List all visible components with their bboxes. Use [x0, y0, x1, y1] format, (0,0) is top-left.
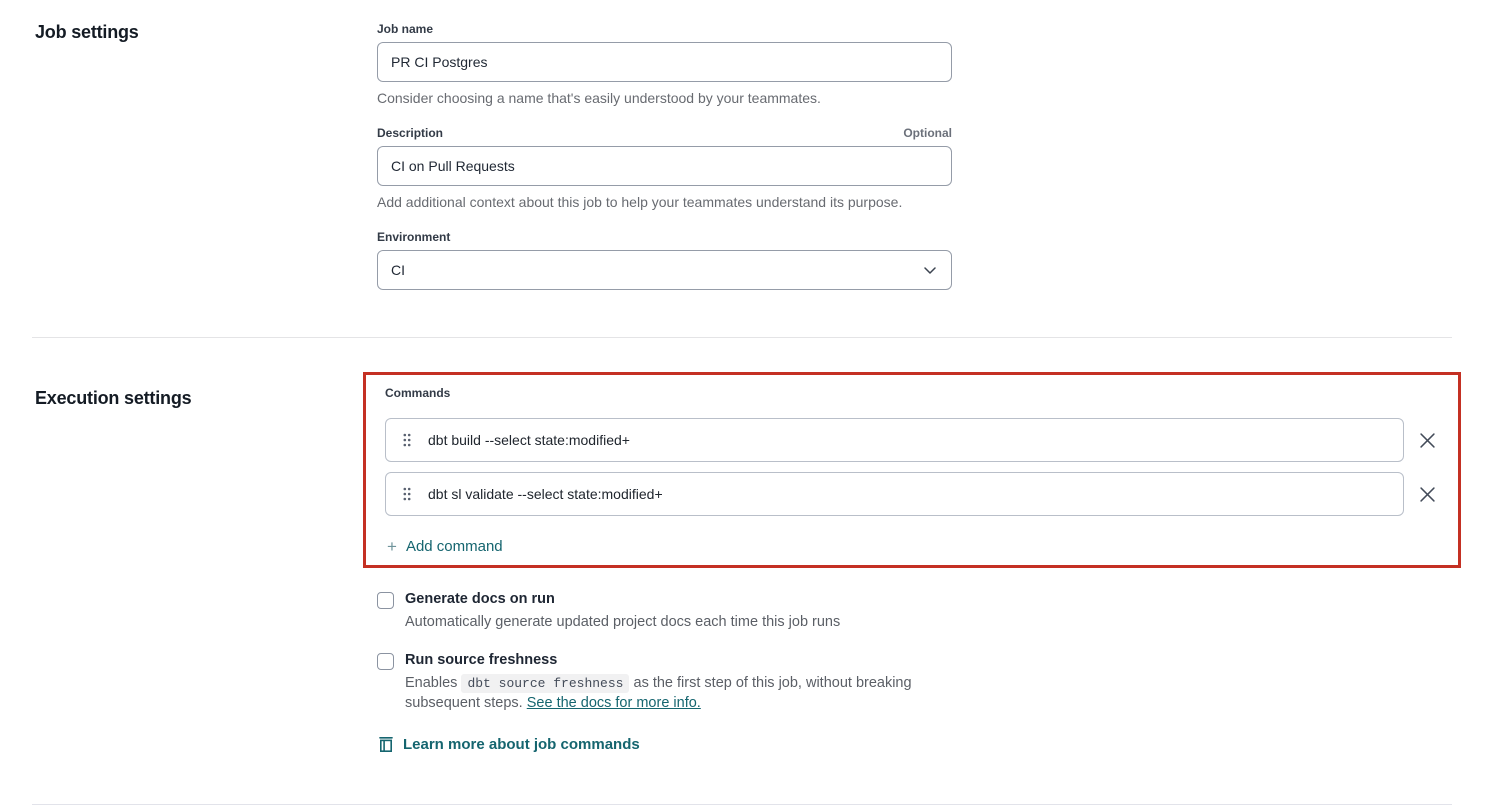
- job-settings-title-column: [0, 22, 377, 290]
- page-title-job-settings: Job settings: [35, 22, 139, 42]
- command-text: dbt build --select state:modified+: [428, 432, 630, 448]
- commands-label: Commands: [385, 386, 451, 400]
- close-icon: [1420, 487, 1435, 502]
- command-input[interactable]: [385, 472, 1404, 516]
- description-suffix: as the first step of this job, without breaking subsequent steps.: [405, 674, 912, 712]
- optional-badge: Optional: [903, 126, 952, 140]
- description-label-row: [377, 126, 952, 146]
- description-field: [377, 126, 952, 210]
- command-row: [385, 472, 1447, 516]
- generate-docs-description: Automatically generate updated project docs each time this job runs: [405, 614, 841, 630]
- job-settings-form: [377, 22, 952, 290]
- book-icon: [378, 736, 394, 753]
- environment-label: Environment: [377, 230, 451, 244]
- description-prefix: Enables: [405, 674, 458, 691]
- environment-field: [377, 230, 952, 290]
- plus-icon: +: [387, 537, 397, 556]
- execution-settings-section: [0, 338, 1487, 758]
- run-source-freshness-text: [405, 652, 948, 714]
- page-title-execution-settings: Execution settings: [35, 388, 192, 408]
- add-command-label: Add command: [405, 538, 503, 555]
- code-snippet: dbt source freshness: [461, 674, 629, 693]
- command-text: dbt sl validate --select state:modified+: [428, 486, 663, 502]
- learn-more-label: Learn more about job commands: [403, 735, 640, 753]
- generate-docs-checkbox[interactable]: [377, 592, 394, 609]
- run-source-freshness-description: [405, 673, 948, 714]
- generate-docs-text: [405, 591, 840, 633]
- environment-select[interactable]: [377, 250, 952, 290]
- description-label: Description: [377, 126, 444, 140]
- job-name-input[interactable]: [377, 42, 952, 82]
- remove-command-button[interactable]: [1417, 430, 1438, 451]
- close-icon: [1420, 433, 1435, 448]
- chevron-down-icon: [924, 267, 936, 274]
- drag-handle-icon[interactable]: [401, 483, 413, 505]
- see-docs-link[interactable]: See the docs for more info.: [526, 695, 701, 712]
- generate-docs-label: Generate docs on run: [405, 591, 555, 607]
- generate-docs-option: [377, 591, 1461, 633]
- job-name-help: Consider choosing a name that's easily understood by your teammates.: [377, 90, 821, 106]
- command-input[interactable]: [385, 418, 1404, 462]
- job-name-label: Job name: [377, 22, 434, 36]
- learn-more-link[interactable]: [378, 736, 640, 753]
- add-command-button[interactable]: [387, 538, 503, 555]
- run-source-freshness-label: Run source freshness: [405, 651, 558, 668]
- remove-command-button[interactable]: [1417, 484, 1438, 505]
- environment-selected-value: CI: [391, 262, 405, 278]
- command-row: [385, 418, 1447, 462]
- drag-handle-icon[interactable]: [401, 429, 413, 451]
- job-name-field: [377, 22, 952, 106]
- commands-highlight-box: [363, 372, 1461, 568]
- execution-settings-content: [377, 338, 1487, 758]
- execution-settings-title-column: [0, 338, 377, 758]
- description-help: Add additional context about this job to help your teammates understand its purpose.: [377, 194, 903, 210]
- description-input[interactable]: [377, 146, 952, 186]
- run-source-freshness-option: [377, 652, 1461, 714]
- job-settings-section: [0, 0, 1487, 337]
- run-source-freshness-checkbox[interactable]: [377, 653, 394, 670]
